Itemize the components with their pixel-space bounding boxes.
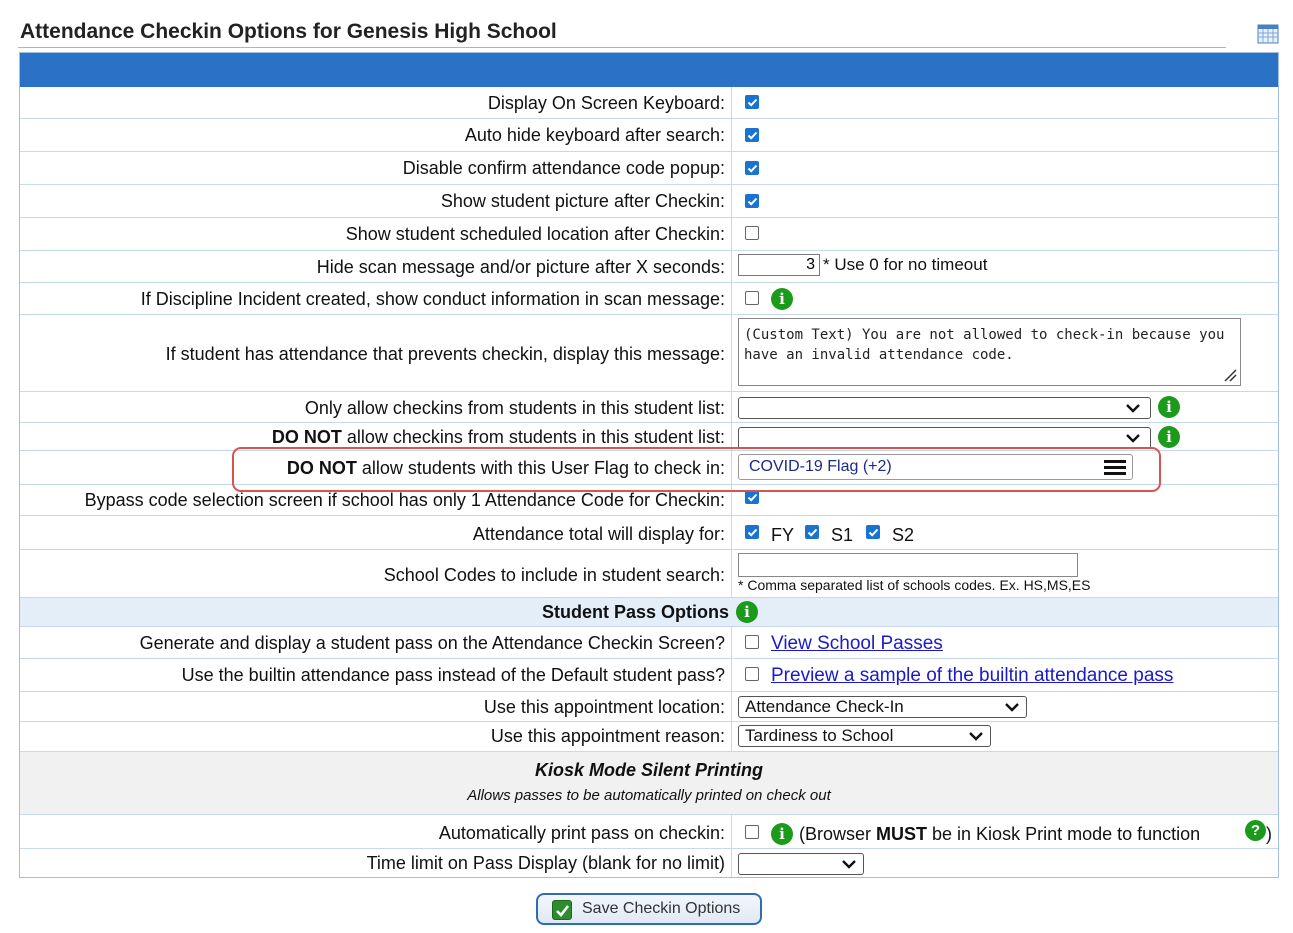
school-codes-note: * Comma separated list of schools codes. Ex. HS,MS,ES xyxy=(738,577,1091,593)
option-label: Use this appointment location: xyxy=(483,697,725,717)
show-picture-checkbox[interactable] xyxy=(745,194,759,208)
option-label: Disable confirm attendance code popup: xyxy=(402,158,725,178)
chevron-down-icon xyxy=(969,732,983,741)
option-row-generate-pass xyxy=(20,627,1278,659)
option-row-appointment-reason xyxy=(20,722,1278,752)
auto-print-checkbox[interactable] xyxy=(745,825,759,839)
option-row-display-keyboard xyxy=(20,87,1278,119)
time-limit-select[interactable] xyxy=(738,853,864,875)
term-label: S2 xyxy=(892,525,915,545)
option-label: Display On Screen Keyboard: xyxy=(487,93,725,113)
prevent-message-textarea[interactable]: (Custom Text) You are not allowed to check-in because you have an invalid attendance code. xyxy=(738,318,1241,386)
option-label: Show student picture after Checkin: xyxy=(440,191,725,211)
note-close-paren: ) xyxy=(1266,824,1272,844)
chevron-down-icon xyxy=(1126,404,1140,413)
option-row-attendance-total xyxy=(20,516,1278,550)
term-fy-checkbox[interactable] xyxy=(745,525,759,539)
highlight-annotation-box xyxy=(232,447,1161,492)
appointment-location-select[interactable] xyxy=(738,696,1027,718)
note-text: (Browser xyxy=(799,824,877,844)
save-button-label: Save Checkin Options xyxy=(582,900,741,917)
term-s2-checkbox[interactable] xyxy=(866,525,880,539)
option-row-only-allow-list xyxy=(20,392,1278,423)
option-label: Time limit on Pass Display (blank for no limit) xyxy=(366,853,725,873)
only-allow-list-select[interactable] xyxy=(738,397,1151,419)
selected-value: Attendance Check-In xyxy=(745,697,904,716)
title-divider xyxy=(18,47,1226,48)
generate-pass-checkbox[interactable] xyxy=(745,635,759,649)
label-text: allow checkins from students in this student list: xyxy=(341,427,725,447)
info-icon[interactable]: i xyxy=(1158,396,1180,418)
view-school-passes-link[interactable]: View School Passes xyxy=(771,633,943,654)
section-header-pass-options xyxy=(20,598,1278,627)
info-icon[interactable]: i xyxy=(736,601,758,623)
option-row-school-codes xyxy=(20,550,1278,598)
resize-handle-icon[interactable] xyxy=(1223,368,1237,382)
label-emphasis: DO NOT xyxy=(271,427,342,447)
option-row-auto-print xyxy=(20,815,1278,849)
builtin-pass-checkbox[interactable] xyxy=(745,667,759,681)
info-icon[interactable]: i xyxy=(771,288,793,310)
label-emphasis: DO NOT xyxy=(286,458,357,478)
option-label: Hide scan message and/or picture after X seconds: xyxy=(316,257,725,277)
option-row-auto-hide-keyboard xyxy=(20,119,1278,152)
auto-hide-keyboard-checkbox[interactable] xyxy=(745,128,759,142)
label-text: allow students with this User Flag to check in: xyxy=(356,458,725,478)
hide-scan-seconds-input[interactable] xyxy=(738,254,820,276)
discipline-checkbox[interactable] xyxy=(745,291,759,305)
option-row-disable-confirm-popup xyxy=(20,152,1278,185)
calendar-grid-icon[interactable] xyxy=(1257,24,1279,44)
checkmark-icon xyxy=(552,900,572,920)
note-emphasis: MUST xyxy=(876,824,928,844)
option-row-discipline xyxy=(20,283,1278,315)
term-label: S1 xyxy=(831,525,854,545)
option-label: If Discipline Incident created, show conduct information in scan message: xyxy=(140,289,725,309)
info-icon[interactable]: i xyxy=(771,823,793,845)
option-label: Only allow checkins from students in this student list: xyxy=(304,398,725,418)
bypass-checkbox[interactable] xyxy=(745,490,759,504)
note-text: be in Kiosk Print mode to function xyxy=(927,824,1201,844)
option-label: School Codes to include in student search: xyxy=(383,565,725,585)
option-label: Auto hide keyboard after search: xyxy=(464,125,725,145)
user-flag-value: COVID-19 Flag (+2) xyxy=(749,458,892,475)
page-title: Attendance Checkin Options for Genesis High School xyxy=(20,20,557,43)
info-icon[interactable]: i xyxy=(1158,426,1180,448)
option-row-hide-scan xyxy=(20,251,1278,283)
kiosk-title: Kiosk Mode Silent Printing xyxy=(534,760,763,780)
display-keyboard-checkbox[interactable] xyxy=(745,95,759,109)
option-row-time-limit xyxy=(20,849,1278,878)
option-label xyxy=(272,427,725,447)
appointment-reason-select[interactable] xyxy=(738,725,991,747)
kiosk-subtitle: Allows passes to be automatically printed on check out xyxy=(467,787,831,804)
chevron-down-icon xyxy=(842,860,856,869)
selected-value: Tardiness to School xyxy=(745,726,894,745)
chevron-down-icon xyxy=(1005,703,1019,712)
do-not-allow-list-select[interactable] xyxy=(738,427,1151,449)
option-label: Automatically print pass on checkin: xyxy=(438,823,725,843)
option-row-show-location xyxy=(20,218,1278,251)
option-label: Generate and display a student pass on the Attendance Checkin Screen? xyxy=(139,633,725,653)
section-header-kiosk xyxy=(20,752,1278,815)
section-title: Student Pass Options xyxy=(541,602,729,622)
term-label: FY xyxy=(771,525,795,545)
option-row-appointment-location xyxy=(20,692,1278,722)
option-label: Attendance total will display for: xyxy=(472,524,725,544)
kiosk-mode-note xyxy=(799,824,1200,844)
option-row-builtin-pass xyxy=(20,659,1278,692)
disable-confirm-popup-checkbox[interactable] xyxy=(745,161,759,175)
preview-builtin-pass-link[interactable]: Preview a sample of the builtin attendance pass xyxy=(771,665,1174,686)
option-label: Bypass code selection screen if school has only 1 Attendance Code for Checkin: xyxy=(84,490,725,510)
option-label: Use this appointment reason: xyxy=(490,726,725,746)
panel-header-bar xyxy=(20,53,1278,87)
chevron-down-icon xyxy=(1126,434,1140,443)
option-label: If student has attendance that prevents checkin, display this message: xyxy=(165,344,725,364)
save-checkin-options-button[interactable] xyxy=(536,893,762,925)
show-location-checkbox[interactable] xyxy=(745,226,759,240)
hide-scan-note: * Use 0 for no timeout xyxy=(823,255,988,274)
option-row-prevent-message xyxy=(20,315,1278,392)
school-codes-input[interactable] xyxy=(738,553,1078,577)
help-icon[interactable]: ? xyxy=(1245,820,1266,841)
option-label: Show student scheduled location after Checkin: xyxy=(345,224,725,244)
term-s1-checkbox[interactable] xyxy=(805,525,819,539)
option-label: Use the builtin attendance pass instead of the Default student pass? xyxy=(181,665,725,685)
option-row-show-picture xyxy=(20,185,1278,218)
